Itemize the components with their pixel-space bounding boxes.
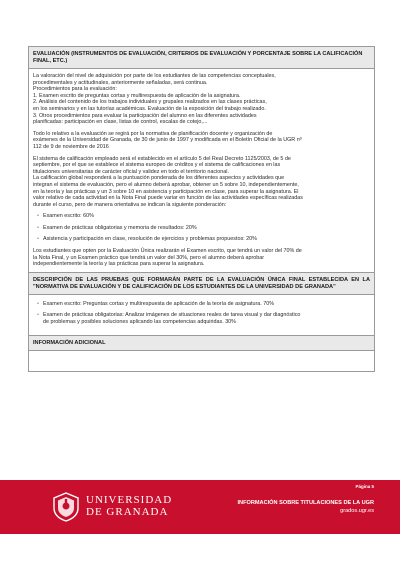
university-name: UNIVERSIDAD DE GRANADA: [86, 494, 173, 518]
section-body-single-final-evaluation: [29, 295, 374, 336]
bullet-icon: •: [37, 224, 39, 231]
section-heading-additional-info: INFORMACIÓN ADICIONAL: [29, 336, 374, 351]
footer-info: INFORMACIÓN SOBRE TITULACIONES DE LA UGR grados.ugr.es: [237, 500, 374, 514]
section-body-evaluation: [29, 69, 374, 273]
list-item: • Examen de prácticas obligatorias y memoria de resultados: 20%: [37, 224, 197, 231]
list-item: • Examen de prácticas obligatorias: Analizar imágenes de situaciones reales de tarea visual y dar diagnóstico de problemas y posibles soluciones aplicando las competencias adquiridas. 30%: [37, 312, 301, 326]
page-number: Página 5: [355, 484, 374, 489]
bullet-icon: •: [37, 236, 39, 243]
bullet-icon: •: [37, 213, 39, 220]
university-seal-icon: [52, 492, 80, 522]
list-item: • Examen escrito: Preguntas cortas y multirespuesta de aplicación de la teoría de asignatura. 70%: [37, 300, 275, 307]
list-item: • Examen escrito: 60%: [37, 213, 94, 220]
evaluation-table: [28, 46, 375, 372]
bullet-icon: •: [37, 300, 39, 307]
list-item: • Asistencia y participación en clase, resolución de ejercicios y problemas propuestos: 20%: [37, 236, 257, 243]
paragraph-procedures: La valoración del nivel de adquisición por parte de los estudiantes de las competencias conceptuales, procedimentales y actitudinales, anteriormente señaladas, será continua. Procedimientos para la evaluación: 1. Examen escrito de preguntas cortas y multirespuesta de aplicación de la asignatura. 2. Análisis del contenido de los trabajos individuales y grupales realizados en las clases prácticas, en los seminarios y en las tutorías académicas. Evaluación de la exposición del trabajo realizado. 3. Otros procedimientos para evaluar la participación del alumno en las diferentes actividades planificadas: participación en clase, listas de control, escalas de cotejo,...: [33, 73, 276, 126]
section-heading-evaluation: EVALUACIÓN (INSTRUMENTOS DE EVALUACIÓN, CRITERIOS DE EVALUACIÓN Y PORCENTAJE SOBRE LA CALIFICACIÓN FINAL, ETC.): [29, 47, 374, 69]
paragraph-grading-system: El sistema de calificación empleado será el establecido en el artículo 5 del Real Decreto 1125/2003, de 5 de septiembre, por el que se establece el sistema europeo de créditos y el sistema de calificaciones en las titulaciones universitarias de carácter oficial y validez en todo el territorio nacional. La calificación global responderá a la puntuación ponderada de los diferentes aspectos y actividades que integran el sistema de evaluación, pero el alumno deberá aprobar, obtener un 5 sobre 10, independientemente, en la teoría y las prácticas y un 3 sobre 10 en asistencia y participación en clase, para superar la asignatura. El valor relativo de cada actividad en la Nota Final puede variar en función de las actividades específicas realizadas durante el curso, pero de manera orientativa se indican la siguiente ponderación:: [33, 155, 303, 208]
bullet-icon: •: [37, 312, 39, 319]
section-body-additional-info: [29, 351, 374, 371]
section-heading-single-final-evaluation: DESCRIPCIÓN DE LAS PRUEBAS QUE FORMARÁN PARTE DE LA EVALUACIÓN ÚNICA FINAL ESTABLECIDA EN LA "NORMATIVA DE EVALUACIÓN Y DE CALIFICACIÓN DE LOS ESTUDIANTES DE LA UNIVERSIDAD DE GRANADA": [29, 273, 374, 295]
paragraph-regulation: Todo lo relativo a la evaluación se regirá por la normativa de planificación docente y organización de exámenes de la Universidad de Granada, de 30 de junio de 1997 y modificada en el Boletín Oficial de la UGR nº 112 de 9 de noviembre de 2016: [33, 130, 302, 150]
paragraph-single-evaluation: Los estudiantes que opten por la Evaluación Única realizarán el Examen escrito, que tendrá un valor del 70% de la Nota Final, y un Examen práctico que tendrá un valor del 30%, pero el alumno deberá aprobar independientemente la teoría y las prácticas para superar la asignatura.: [33, 248, 302, 268]
footer-website-link[interactable]: grados.ugr.es: [340, 508, 374, 514]
